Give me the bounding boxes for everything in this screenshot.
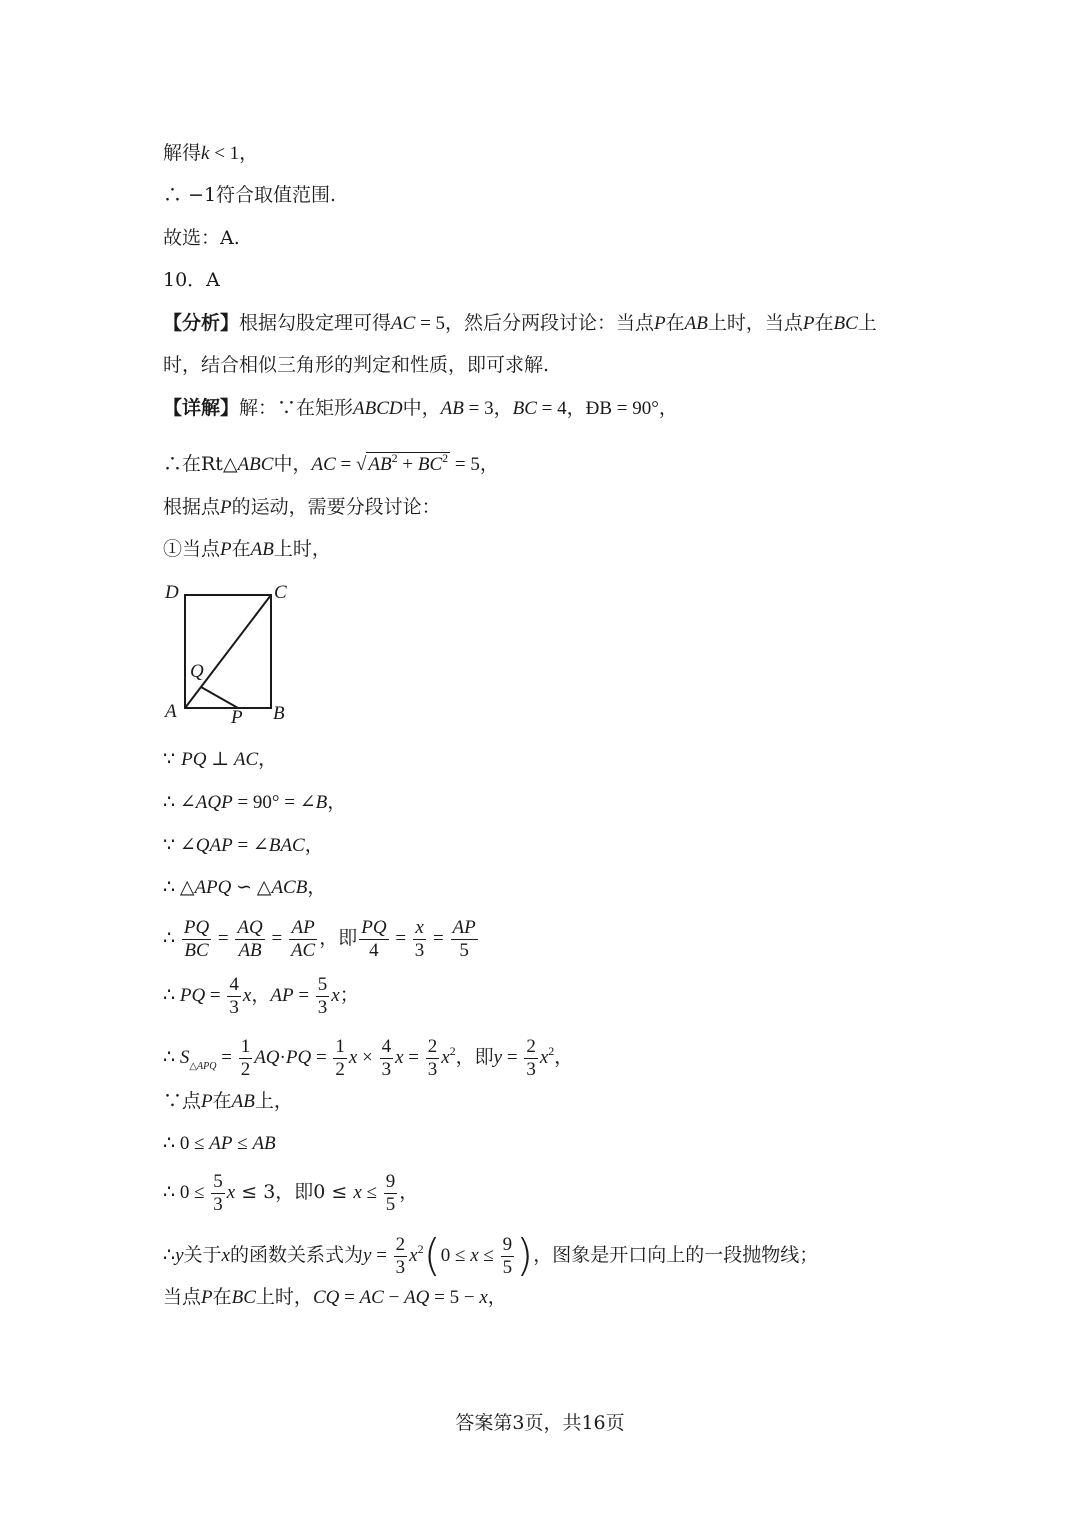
fraction: $\frac{5}{3}$ [213,1170,223,1215]
page-footer: 答案第3页，共16页 [455,1412,625,1434]
area-expression-line: ∴ $S_{\triangle APQ}$ = $\frac{1}{2}$ AQ·PQ = $\frac{1}{2}$ x × $\frac{4}{3}$ x = $\frac{2}{3}$ $x^2$，即y = $\frac{2}{3}$ $x^2$， [163,1035,574,1080]
case-2-line: 当点P在BC上时，CQ = AC − AQ = 5 − x， [163,1286,507,1308]
fraction: $\frac{PQ}{4}$ [361,916,387,961]
solution-line-pythagoras: ∴在Rt△ABC中，AC = √ $AB^2 + BC^2 = 5$， [163,451,499,475]
segment-pq [201,687,238,708]
line-answer-choice: 故选：A. [163,227,240,249]
angle-aqp-line: ∴ ∠AQP = 90° = ∠B， [163,791,347,813]
ratio-line: ∴ $\frac{PQ}{BC}$ = $\frac{AQ}{AB}$ = $\frac{AP}{AC}$ ，即 $\frac{PQ}{4}$ = $\frac{x}{3}$ = $\frac{AP}{5}$ [163,916,476,961]
label-p: P [231,707,243,728]
solution-line-1: 【详解】解：∵在矩形ABCD中，AB = 3，BC = 4，ÐB = 90°， [163,397,678,419]
perpendicular-line: ∵ PQ ⊥ AC， [163,748,278,770]
fraction: $\frac{2}{3}$ [526,1035,536,1080]
fraction: $\frac{5}{3}$ [317,973,328,1018]
sqrt-expression: $AB^2 + BC^2$ [368,451,449,475]
pq-ap-expression-line: ∴ PQ = $\frac{4}{3}$ x，AP = $\frac{5}{3}$ x； [163,973,359,1018]
label-q: Q [190,661,204,682]
angle-qap-line: ∵ ∠QAP = ∠BAC， [163,834,324,856]
solution-line-segments: 根据点P的运动，需要分段讨论： [163,496,441,518]
line-conclusion: ∴ −1符合取值范围. [163,184,337,206]
fraction: $\frac{9}{5}$ [385,1170,396,1215]
fraction: $\frac{1}{2}$ [240,1035,251,1080]
fraction: $\frac{2}{3}$ [427,1035,438,1080]
label-b: B [273,703,285,724]
case-1-heading: ①当点P在AB上时， [163,538,331,560]
fraction: $\frac{1}{2}$ [335,1035,345,1080]
fraction: $\frac{AP}{5}$ [452,916,476,961]
function-relation-line: ∴y关于x的函数关系式为y = $\frac{2}{3}$ $x^2(0 \le x$ ≤ $\frac{9}{5}$ )，图象是开口向上的一段抛物线； [163,1230,819,1281]
fraction: $\frac{AP}{AC}$ [290,916,316,961]
diagonal-ac [185,595,271,708]
ap-range-line: ∴ 0 ≤ AP ≤ AB [163,1133,276,1154]
label-d: D [165,582,179,603]
label-a: A [165,701,177,722]
question-number: 10．A [163,269,220,291]
similar-triangles-line: ∴ △APQ ∽ △ACB， [163,876,327,898]
rectangle-figure [160,578,300,728]
p-on-ab-line: ∵点P在AB上， [163,1090,293,1112]
fraction: $\frac{2}{3}$ [395,1233,406,1278]
label-c: C [274,582,287,603]
fraction: $\frac{4}{3}$ [381,1035,392,1080]
fraction: $\frac{x}{3}$ [414,916,425,961]
analysis-line-1: 【分析】根据勾股定理可得AC = 5，然后分两段讨论：当点P在AB上时，当点P在BC上 [163,312,877,334]
x-range-line: ∴ 0 ≤ $\frac{5}{3}$ x ≤ 3，即0 ≤ x ≤ $\frac{9}{5}$ ， [163,1170,419,1215]
fraction: $\frac{PQ}{BC}$ [183,916,210,961]
analysis-line-2: 时，结合相似三角形的判定和性质，即可求解. [163,354,550,376]
fraction: $\frac{9}{5}$ [502,1233,513,1278]
fraction: $\frac{AQ}{AB}$ [237,916,263,961]
fraction: $\frac{4}{3}$ [229,973,239,1018]
line-solve-k: 解得k < 1， [163,142,259,164]
